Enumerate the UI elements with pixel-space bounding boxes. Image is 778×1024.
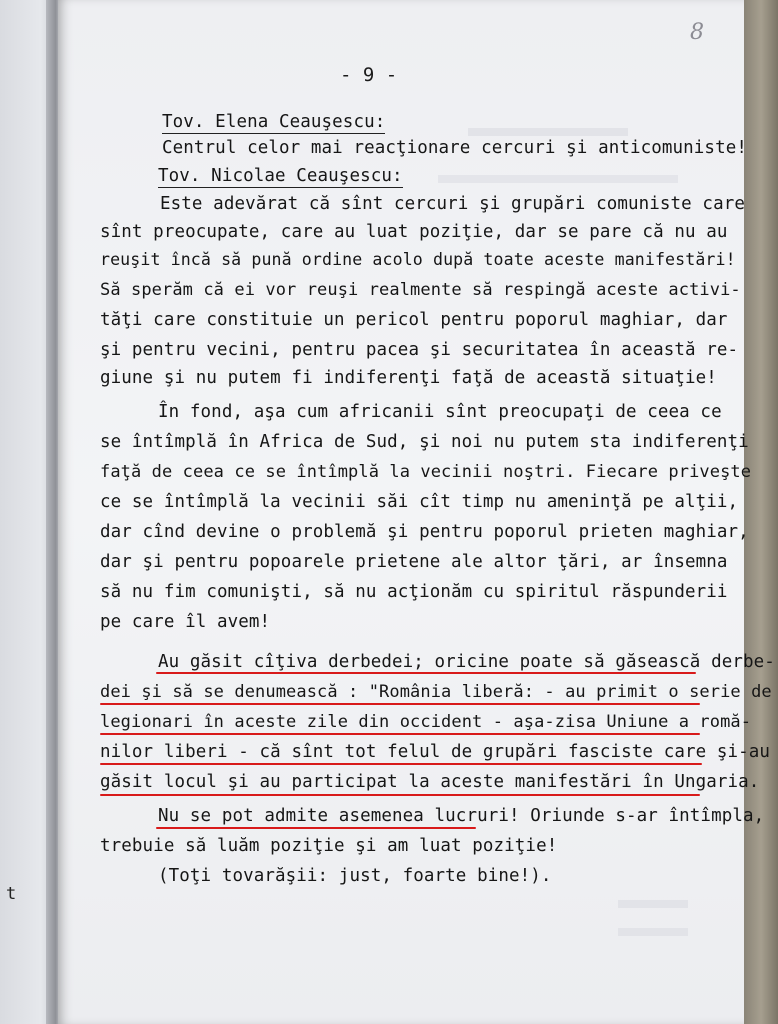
text-line: dar cînd devine o problemă şi pentru poporul prieten maghiar, <box>100 522 749 542</box>
text-line: ce se întîmplă la vecinii săi cît timp nu ameninţă pe alţii, <box>100 492 739 512</box>
red-underline <box>156 827 476 829</box>
text-line: Este adevărat că sînt cercuri şi grupări comuniste care <box>160 194 745 214</box>
red-underline <box>156 672 696 674</box>
speaker-name: Tov. Nicolae Ceauşescu: <box>158 166 403 186</box>
red-underline <box>100 794 700 796</box>
text-line: pe care îl avem! <box>100 612 271 632</box>
text-line: giune şi nu putem fi indiferenţi faţă de această situaţie! <box>100 368 717 388</box>
show-through-mark <box>468 128 628 136</box>
left-margin-char: t <box>6 884 17 904</box>
text-line: nilor liberi - că sînt tot felul de grupări fasciste care şi-au <box>100 742 771 762</box>
text-line: sînt preocupate, care au luat poziţie, dar se pare că nu au <box>100 222 728 242</box>
text-line: dar şi pentru popoarele prietene ale altor ţări, ar însemna <box>100 552 728 572</box>
text-line: Nu se pot admite asemenea lucruri! Oriunde s-ar întîmpla, <box>158 806 765 826</box>
page-edge <box>744 0 778 1024</box>
text-line: Centrul celor mai reacţionare cercuri şi anticomuniste! <box>162 138 747 158</box>
text-line: Să sperăm că ei vor reuşi realmente să respingă aceste activi- <box>100 280 741 300</box>
text-line: Au găsit cîţiva derbedei; oricine poate să găsească derbe- <box>158 652 775 672</box>
text-line: În fond, aşa cum africanii sînt preocupaţi de ceea ce <box>158 402 722 422</box>
show-through-mark <box>618 900 688 908</box>
text-line: şi pentru vecini, pentru pacea şi securitatea în această re- <box>100 340 739 360</box>
text-line: trebuie să luăm poziţie şi am luat poziţie! <box>100 836 558 856</box>
text-line: tăţi care constituie un pericol pentru poporul maghiar, dar <box>100 310 728 330</box>
text-line: (Toţi tovarăşii: just, foarte bine!). <box>158 866 552 886</box>
text-line: dei şi să se denumească : "România liberă: - au primit o serie de <box>100 682 772 702</box>
text-line: găsit locul şi au participat la aceste manifestări în Ungaria. <box>100 772 760 792</box>
red-underline <box>100 703 700 705</box>
show-through-mark <box>618 928 688 936</box>
speaker-name: Tov. Elena Ceauşescu: <box>162 112 386 132</box>
text-line: legionari în aceste zile din occident - aşa-zisa Uniune a romă- <box>100 712 752 732</box>
text-line: faţă de ceea ce se întîmplă la vecinii noştri. Fiecare priveşte <box>100 462 752 482</box>
text-line: să nu fim comunişti, să nu acţionăm cu spiritul răspunderii <box>100 582 728 602</box>
show-through-mark <box>438 175 678 183</box>
red-underline <box>100 763 702 765</box>
red-underline <box>100 733 700 735</box>
text-line: reuşit încă să pună ordine acolo după toate aceste manifestări! <box>100 250 736 269</box>
page-number: - 9 - <box>340 64 398 86</box>
handwritten-folio-number: 8 <box>690 20 704 45</box>
text-line: se întîmplă în Africa de Sud, şi noi nu putem sta indiferenţi <box>100 432 749 452</box>
